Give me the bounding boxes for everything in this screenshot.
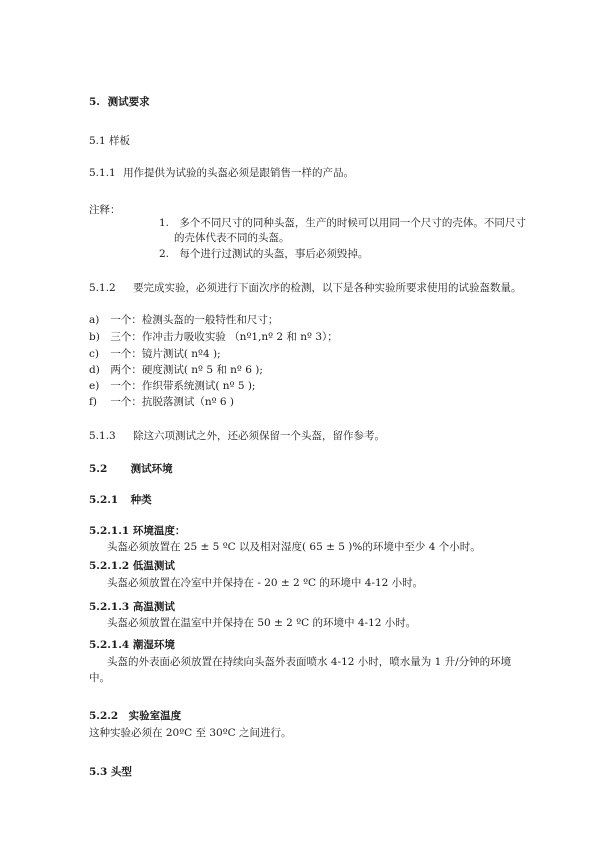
- note-item: [159, 216, 526, 230]
- note-text-continued: 的壳体代表不同的头盔。: [174, 232, 290, 244]
- subsection-text: 头盔的外表面必须放置在持续向头盔外表面喷水 4-12 小时，喷水量为 1 升/分钟的环境: [107, 656, 512, 668]
- list-item: [89, 330, 338, 344]
- subsection-5-2-1-4-heading: 5.2.1.4 潮湿环境: [89, 639, 175, 651]
- list-text: 一个：镜片测试( nº4 );: [110, 348, 221, 360]
- note-text: 每个进行过测试的头盔，事后必须毁掉。: [179, 248, 369, 260]
- section-5-1-heading: 5.1 样板: [89, 135, 131, 147]
- clause-text: 除这六项测试之外，还必须保留一个头盔，留作参考。: [133, 430, 386, 442]
- clause-5-1-1: [89, 166, 354, 180]
- section-number: 5.: [89, 96, 100, 108]
- subsection-5-2-1-2-heading: 5.2.1.2 低温测试: [89, 560, 175, 572]
- clause-number: 5.1.2: [89, 282, 116, 294]
- subsection-5-2-1-3-heading: 5.2.1.3 高温测试: [89, 601, 175, 613]
- section-5-2-2-heading: [89, 709, 181, 723]
- section-5-2-1-heading: [89, 493, 152, 507]
- subsection-text: 头盔必须放置在冷室中并保持在 - 20 ± 2 ºC 的环境中 4-12 小时。: [107, 577, 424, 589]
- clause-5-1-3: [89, 429, 385, 443]
- section-number: 5.2.1: [89, 494, 119, 506]
- note-label: 注释：: [89, 204, 121, 216]
- section-title: 测试要求: [107, 96, 150, 108]
- subsection-text: 头盔必须放置在温室中并保持在 50 ± 2 ºC 的环境中 4-12 小时。: [107, 617, 417, 629]
- subsection-text-continued: 中。: [89, 672, 110, 684]
- list-text: 一个：作织带系统测试( nº 5 );: [110, 380, 256, 392]
- note-text: 多个不同尺寸的同种头盔，生产的时候可以用同一个尺寸的壳体。不同尺寸: [179, 217, 526, 229]
- list-letter: b): [89, 331, 100, 343]
- note-number: 1.: [159, 217, 170, 229]
- list-text: 一个：抗脱落测试（nº 6 ): [110, 396, 234, 408]
- list-text: 三个：作冲击力吸收实验 （nº1,nº 2 和 nº 3）；: [110, 331, 338, 343]
- note-item: [159, 247, 368, 261]
- section-title: 测试环境: [130, 463, 173, 475]
- clause-text: 要完成实验，必须进行下面次序的检测，以下是各种实验所要求使用的试验盔数量。: [133, 282, 522, 294]
- list-text: 一个：检测头盔的一般特性和尺寸；: [110, 314, 279, 326]
- list-item: [89, 363, 263, 377]
- list-item: [89, 395, 234, 409]
- subsection-text: 头盔必须放置在 25 ± 5 ºC 以及相对湿度( 65 ± 5 )%的环境中至少 4 个小时。: [107, 541, 481, 553]
- list-item: [89, 313, 278, 327]
- subsection-5-2-1-1-heading: 5.2.1.1 环境温度：: [89, 525, 186, 537]
- section-5-2-heading: [89, 462, 173, 476]
- clause-number: 5.1.1: [89, 167, 116, 179]
- list-item: [89, 379, 255, 393]
- list-letter: d): [89, 364, 100, 376]
- section-5-3-heading: 5.3 头型: [89, 766, 132, 778]
- list-item: [89, 347, 221, 361]
- clause-number: 5.1.3: [89, 430, 116, 442]
- list-letter: a): [89, 314, 100, 326]
- note-number: 2.: [159, 248, 170, 260]
- section-number: 5.2.2: [89, 710, 119, 722]
- list-letter: f): [89, 396, 97, 408]
- section-5-heading: [89, 95, 150, 109]
- list-letter: c): [89, 348, 99, 360]
- section-title: 种类: [130, 494, 152, 506]
- section-title: 实验室温度: [128, 710, 182, 722]
- section-number: 5.2: [89, 463, 108, 475]
- clause-text: 用作提供为试验的头盔必须是跟销售一样的产品。: [123, 167, 355, 179]
- list-text: 两个：硬度测试( nº 5 和 nº 6 );: [110, 364, 263, 376]
- section-text: 这种实验必须在 20ºC 至 30ºC 之间进行。: [89, 727, 292, 739]
- list-letter: e): [89, 380, 100, 392]
- clause-5-1-2: [89, 281, 522, 295]
